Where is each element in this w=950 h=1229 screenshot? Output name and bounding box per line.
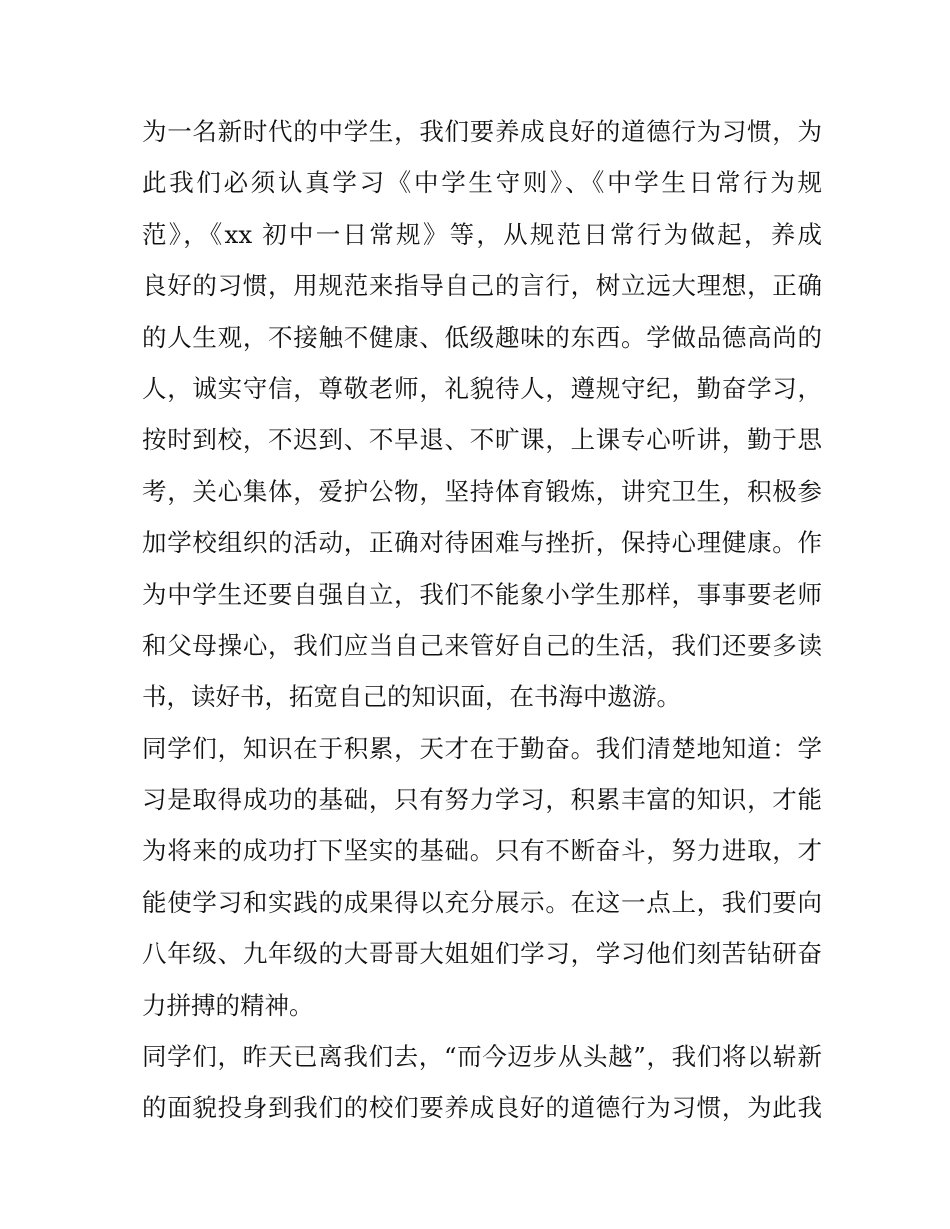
text-line: 的人生观，不接触不健康、低级趣味的东西。学做品德高尚的 (142, 322, 822, 352)
body-text (142, 106, 822, 1134)
text-line: 习是取得成功的基础，只有努力学习，积累丰富的知识，才能 (142, 785, 822, 815)
text-line: 和父母操心，我们应当自己来管好自己的生活，我们还要多读 (142, 630, 822, 660)
text-line: 书，读好书，拓宽自己的知识面，在书海中遨游。 (142, 682, 681, 712)
text-line: 的面貌投身到我们的校们要养成良好的道德行为习惯，为此我 (142, 1093, 822, 1123)
text-line: 范》，《xx 初中一日常规》等，从规范日常行为做起，养成 (142, 219, 822, 249)
text-line: 能使学习和实践的成果得以充分展示。在这一点上，我们要向 (142, 887, 822, 917)
text-line: 人，诚实守信，尊敬老师，礼貌待人，遵规守纪，勤奋学习， (142, 373, 822, 403)
text-line: 为将来的成功打下坚实的基础。只有不断奋斗，努力进取，才 (142, 836, 822, 866)
text-line: 加学校组织的活动，正确对待困难与挫折，保持心理健康。作 (142, 528, 822, 558)
text-line: 良好的习惯，用规范来指导自己的言行，树立远大理想，正确 (142, 271, 822, 301)
text-line: 按时到校，不迟到、不早退、不旷课，上课专心听讲，勤于思 (142, 425, 822, 455)
text-line: 同学们，昨天已离我们去，“而今迈步从头越”，我们将以崭新 (142, 1042, 822, 1072)
text-line: 为一名新时代的中学生，我们要养成良好的道德行为习惯，为 (142, 117, 822, 146)
text-line: 力拼搏的精神。 (142, 990, 314, 1020)
text-line: 八年级、九年级的大哥哥大姐姐们学习，学习他们刻苦钻研奋 (142, 939, 822, 969)
text-line: 为中学生还要自强自立，我们不能象小学生那样，事事要老师 (142, 579, 822, 609)
text-line: 同学们，知识在于积累，天才在于勤奋。我们清楚地知道：学 (142, 733, 822, 763)
text-line: 考，关心集体，爱护公物，坚持体育锻炼，讲究卫生，积极参 (142, 476, 822, 506)
text-line: 此我们必须认真学习《中学生守则》、《中学生日常行为规 (142, 168, 822, 198)
